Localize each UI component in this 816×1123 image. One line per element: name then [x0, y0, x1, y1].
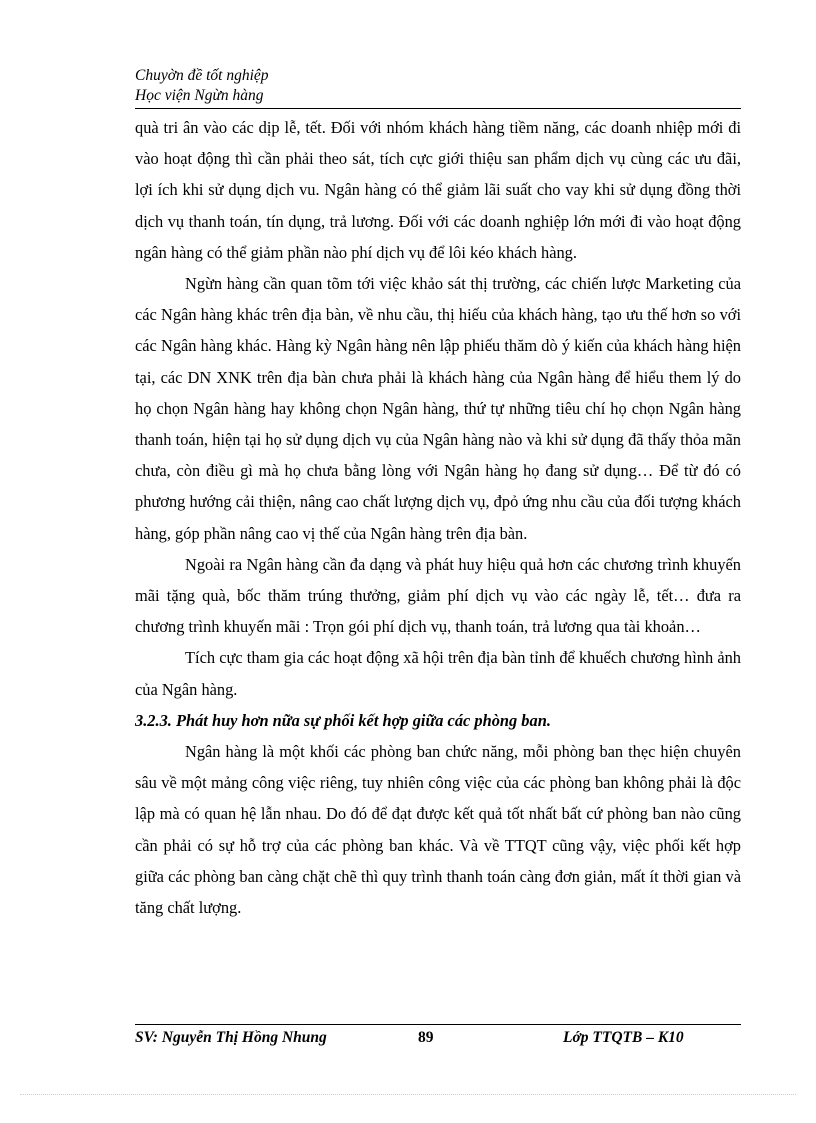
- footer-page-number: 89: [418, 1029, 434, 1046]
- header-rule: [135, 108, 741, 109]
- document-body: [135, 112, 741, 923]
- section-heading: 3.2.3. Phát huy hơn nữa sự phối kết hợp giữa các phòng ban.: [135, 710, 551, 730]
- section-paragraph: Ngân hàng là một khối các phòng ban chức năng, mỗi phòng ban thẹc hiện chuyên sâu về một mảng công việc riêng, tuy nhiên công việc của các phòng ban không phải là độc lập mà có quan hệ lẫn nhau. Do đó để đạt được kết quả tốt nhất bất cứ phòng ban nào cũng cần phải có sự hỗ trợ của các phòng ban khác. Và về TTQT cũng vậy, việc phối kết hợp giữa các phòng ban càng chặt chẽ thì quy trình thanh toán càng đơn giản, mất ít thời gian và tăng chất lượng.: [135, 742, 741, 918]
- footer-student-name: SV: Nguyễn Thị Hồng Nhung: [135, 1029, 327, 1046]
- page-header: [135, 66, 740, 106]
- header-thesis-title: Chuyờn đề tốt nghiệp: [135, 67, 269, 84]
- body-paragraph-4: Tích cực tham gia các hoạt động xã hội trên địa bàn tỉnh để khuếch chương hình ảnh của Ngân hàng.: [135, 648, 741, 699]
- footer-rule: [135, 1024, 741, 1025]
- bottom-dotted-divider: [20, 1094, 796, 1095]
- body-paragraph-1: quà tri ân vào các dịp lễ, tết. Đối với nhóm khách hàng tiềm năng, các doanh nhiệp mới đi vào hoạt động thì cần phải theo sát, tích cực giới thiệu san phẩm dịch vụ cùng các ưu đãi, lợi ích khi sử dụng dịch vu. Ngân hàng có thể giảm lãi suất cho vay khi sử dụng đồng thời dịch vụ thanh toán, tín dụng, trả lương. Đối với các doanh nghiệp lớn mới đi vào hoạt động ngân hàng có thể giảm phần nào phí dịch vụ để lôi kéo khách hàng.: [135, 118, 741, 262]
- body-paragraph-3: Ngoài ra Ngân hàng cần đa dạng và phát huy hiệu quả hơn các chương trình khuyến mãi tặng quà, bốc thăm trúng thưởng, giảm phí dịch vụ vào các ngày lễ, tết… đưa ra chương trình khuyến mãi : Trọn gói phí dịch vụ, thanh toán, trả lương qua tài khoản…: [135, 554, 741, 637]
- body-paragraph-2: Ngừn hàng cần quan tõm tới việc khảo sát thị trường, các chiến lược Marketing của các Ngân hàng khác trên địa bàn, về nhu cầu, thị hiếu của khách hàng, tạo ưu thế hơn so với các Ngân hàng khác. Hàng kỳ Ngân hàng nên lập phiếu thăm dò ý kiến của khách hàng hiện tại, các DN XNK trên địa bàn chưa phải là khách hàng của Ngân hàng để hiểu them lý do họ chọn Ngân hàng hay không chọn Ngân hàng, thứ tự những tiêu chí họ chọn Ngân hàng thanh toán, hiện tại họ sử dụng dịch vụ của Ngân hàng nào và khi sử dụng đã thấy thỏa mãn chưa, còn điều gì mà họ chưa bằng lòng với Ngân hàng họ đang sử dụng… Để từ đó có phương hướng cải thiện, nâng cao chất lượng dịch vụ, đpỏ ứng nhu cầu của đối tượng khách hàng, góp phần nâng cao vị thế của Ngân hàng trên địa bàn.: [135, 274, 741, 543]
- footer-class-name: Lớp TTQTB – K10: [563, 1029, 684, 1046]
- page-footer: [135, 1028, 741, 1050]
- header-institution: Học viện Ngừn hàng: [135, 87, 264, 104]
